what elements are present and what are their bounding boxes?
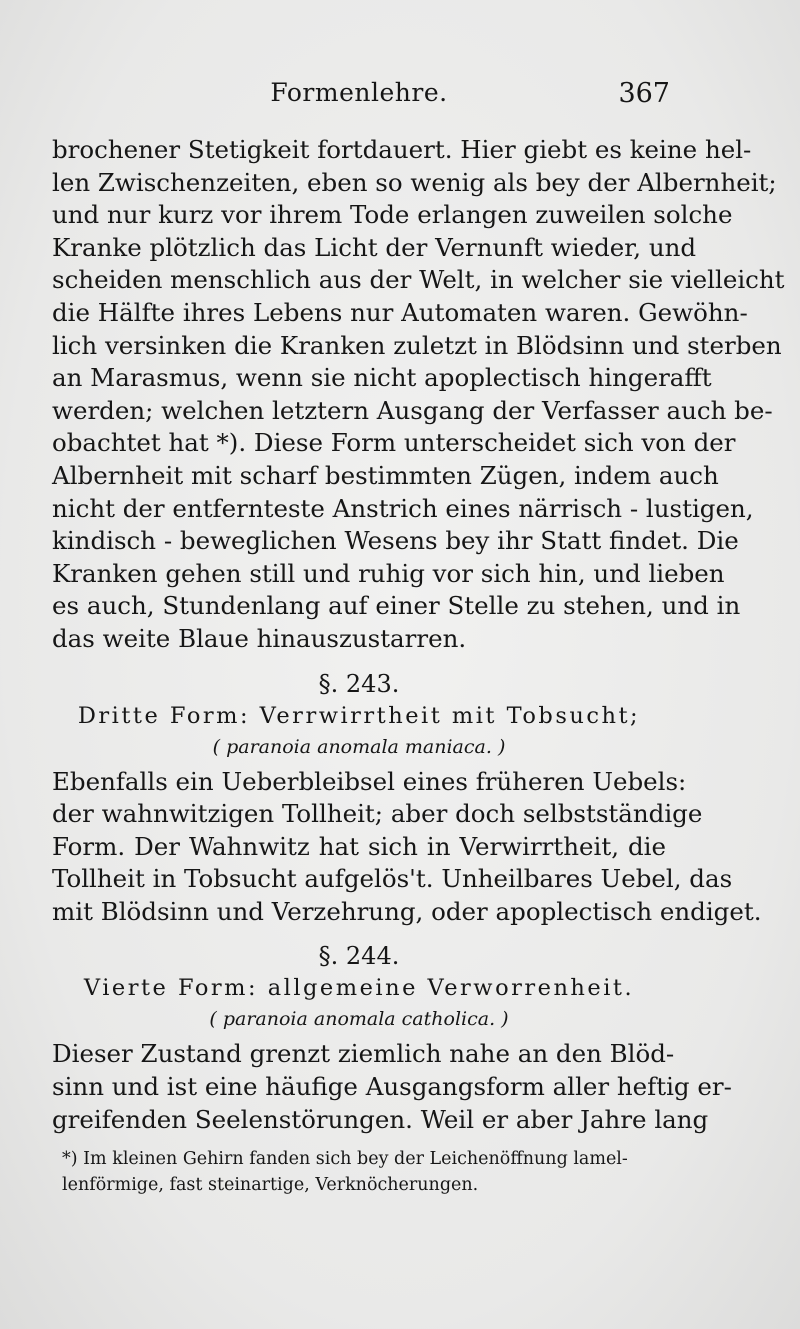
running-head: Formenlehre. [270,78,448,107]
section-244 [52,940,732,1136]
text-line: obachtet hat *). Diese Form unterscheidet sich von der [52,428,736,458]
text-line: Albernheit mit scharf bestimmten Zügen, indem auch [52,460,719,490]
paragraph-continued [52,134,785,656]
text-line: das weite Blaue hinauszustarren. [52,623,467,653]
section-number: §. 243. [318,669,400,698]
text-line: Dieser Zustand grenzt ziemlich nahe an den Blöd- [52,1039,675,1069]
footnote [52,1146,666,1198]
text-line: greifenden Seelenstörungen. Weil er aber Jahre lang [52,1104,709,1134]
body-text [52,134,785,1198]
text-line: Form. Der Wahnwitz hat sich in Verwirrtheit, die [52,831,666,861]
footnote-line: lenförmige, fast steinartige, Verknöcherungen. [62,1175,479,1196]
text-line: nicht der entfernteste Anstrich eines närrisch - lustigen, [52,493,754,523]
section-243 [52,668,762,929]
text-line: brochener Stetigkeit fortdauert. Hier giebt es keine hel- [52,135,752,164]
text-line: es auch, Stundenlang auf einer Stelle zu stehen, und in [52,591,741,621]
text-line: Ebenfalls ein Ueberbleibsel eines früheren Uebels: [52,766,687,796]
text-line: lich versinken die Kranken zuletzt in Blödsinn und sterben [52,330,782,360]
text-line: Kranke plötzlich das Licht der Vernunft wieder, und [52,232,697,262]
text-line: und nur kurz vor ihrem Tode erlangen zuweilen solche [52,200,733,230]
text-line: kindisch - beweglichen Wesens bey ihr Statt findet. Die [52,526,739,556]
latin-term: ( paranoia anomala maniaca. ) [212,735,506,758]
page-header [52,78,670,118]
page-number: 367 [618,78,670,109]
text-line: Kranken gehen still und ruhig vor sich hin, und lieben [52,558,725,588]
section-title: Vierte Form: allgemeine Verworrenheit. [83,975,635,1002]
latin-term: ( paranoia anomala catholica. ) [209,1008,509,1031]
text-line: mit Blödsinn und Verzehrung, oder apoplectisch endiget. [52,896,762,926]
section-number: §. 244. [318,942,400,971]
text-line: len Zwischenzeiten, eben so wenig als bey der Albernheit; [52,167,777,197]
text-line: die Hälfte ihres Lebens nur Automaten waren. Gewöhn- [52,297,748,327]
text-line: werden; welchen letztern Ausgang der Verfasser auch be- [52,395,773,425]
text-line: Tollheit in Tobsucht aufgelös't. Unheilbares Uebel, das [52,864,733,894]
text-line: an Marasmus, wenn sie nicht apoplectisch hingerafft [52,363,712,393]
text-line: der wahnwitzigen Tollheit; aber doch selbstständige [52,799,703,829]
text-line: scheiden menschlich aus der Welt, in welcher sie vielleicht [52,265,785,295]
footnote-line: *) Im kleinen Gehirn fanden sich bey der Leichenöffnung lamel- [62,1149,628,1170]
text-line: sinn und ist eine häufige Ausgangsform aller heftig er- [52,1072,732,1102]
section-title: Dritte Form: Verrwirrtheit mit Tobsucht; [77,702,641,729]
